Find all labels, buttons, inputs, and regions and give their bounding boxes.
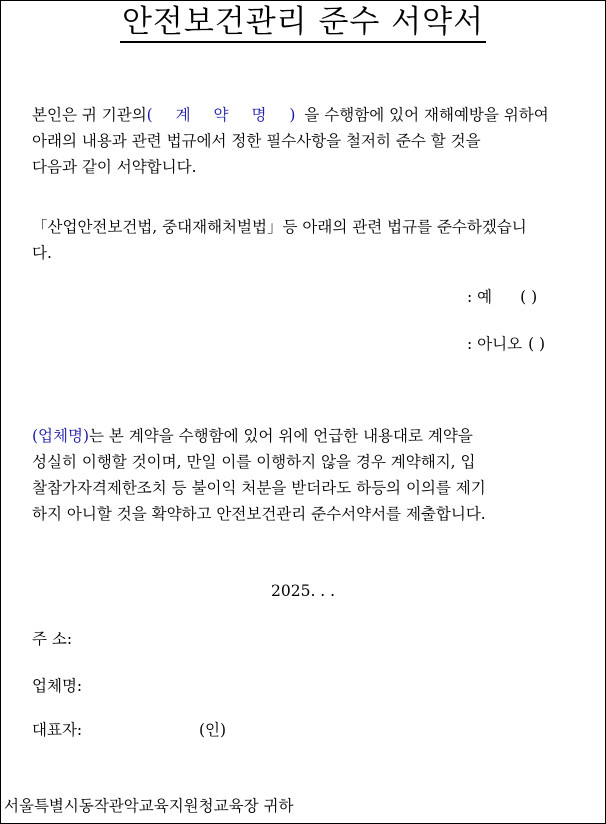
pledge-line-1: [32, 102, 574, 128]
document-title: 안전보건관리 준수 서약서: [120, 4, 486, 43]
choice-no-box[interactable]: ( ): [528, 335, 546, 353]
pledge-line-1-prefix: 본인은 귀 기관의: [32, 106, 147, 124]
commitment-line-1-suffix: 는 본 계약을 수행함에 있어 위에 언급한 내용대로 계약을: [89, 427, 473, 445]
address-field-label: 주 소:: [32, 630, 73, 648]
signing-date: 2025. . .: [271, 582, 336, 600]
pledge-paragraph: [32, 102, 574, 180]
commitment-paragraph: [32, 423, 574, 527]
representative-field-label: 대표자:: [32, 721, 83, 739]
title-container: [0, 4, 606, 43]
commitment-line-3: 찰참가자격제한조치 등 불이익 처분을 받더라도 하등의 이의를 제기: [32, 479, 486, 497]
pledge-line-3: 다음과 같이 서약합니다.: [32, 158, 197, 176]
seal-mark: (인): [199, 721, 227, 739]
compliance-line-2: 다.: [32, 244, 52, 262]
choice-yes-label: : 예: [467, 288, 493, 306]
company-name-placeholder: (업체명): [32, 427, 90, 445]
choice-no[interactable]: [467, 333, 545, 355]
pledge-line-1-suffix: 을 수행함에 있어 재해예방을 위하여: [304, 106, 549, 124]
compliance-line-1: 「산업안전보건법, 중대재해처벌법」등 아래의 관련 법규를 준수하겠습니: [32, 218, 527, 236]
commitment-line-2: 성실히 이행할 것이며, 만일 이를 이행하지 않을 경우 계약해지, 입: [32, 453, 476, 471]
choice-yes[interactable]: [467, 286, 537, 308]
contract-name-placeholder: ( 계 약 명 ): [146, 106, 305, 124]
commitment-line-1: [32, 423, 574, 449]
choice-no-label: : 아니오: [467, 335, 523, 353]
compliance-paragraph: [32, 214, 574, 266]
recipient-footer: 서울특별시동작관악교육지원청교육장 귀하: [4, 797, 294, 815]
choice-yes-box[interactable]: ( ): [520, 288, 538, 306]
commitment-line-4: 하지 아니할 것을 확약하고 안전보건관리 준수서약서를 제출합니다.: [32, 505, 486, 523]
company-field-label: 업체명:: [32, 677, 83, 695]
pledge-line-2: 아래의 내용과 관련 법규에서 정한 필수사항을 철저히 준수 할 것을: [32, 132, 481, 150]
